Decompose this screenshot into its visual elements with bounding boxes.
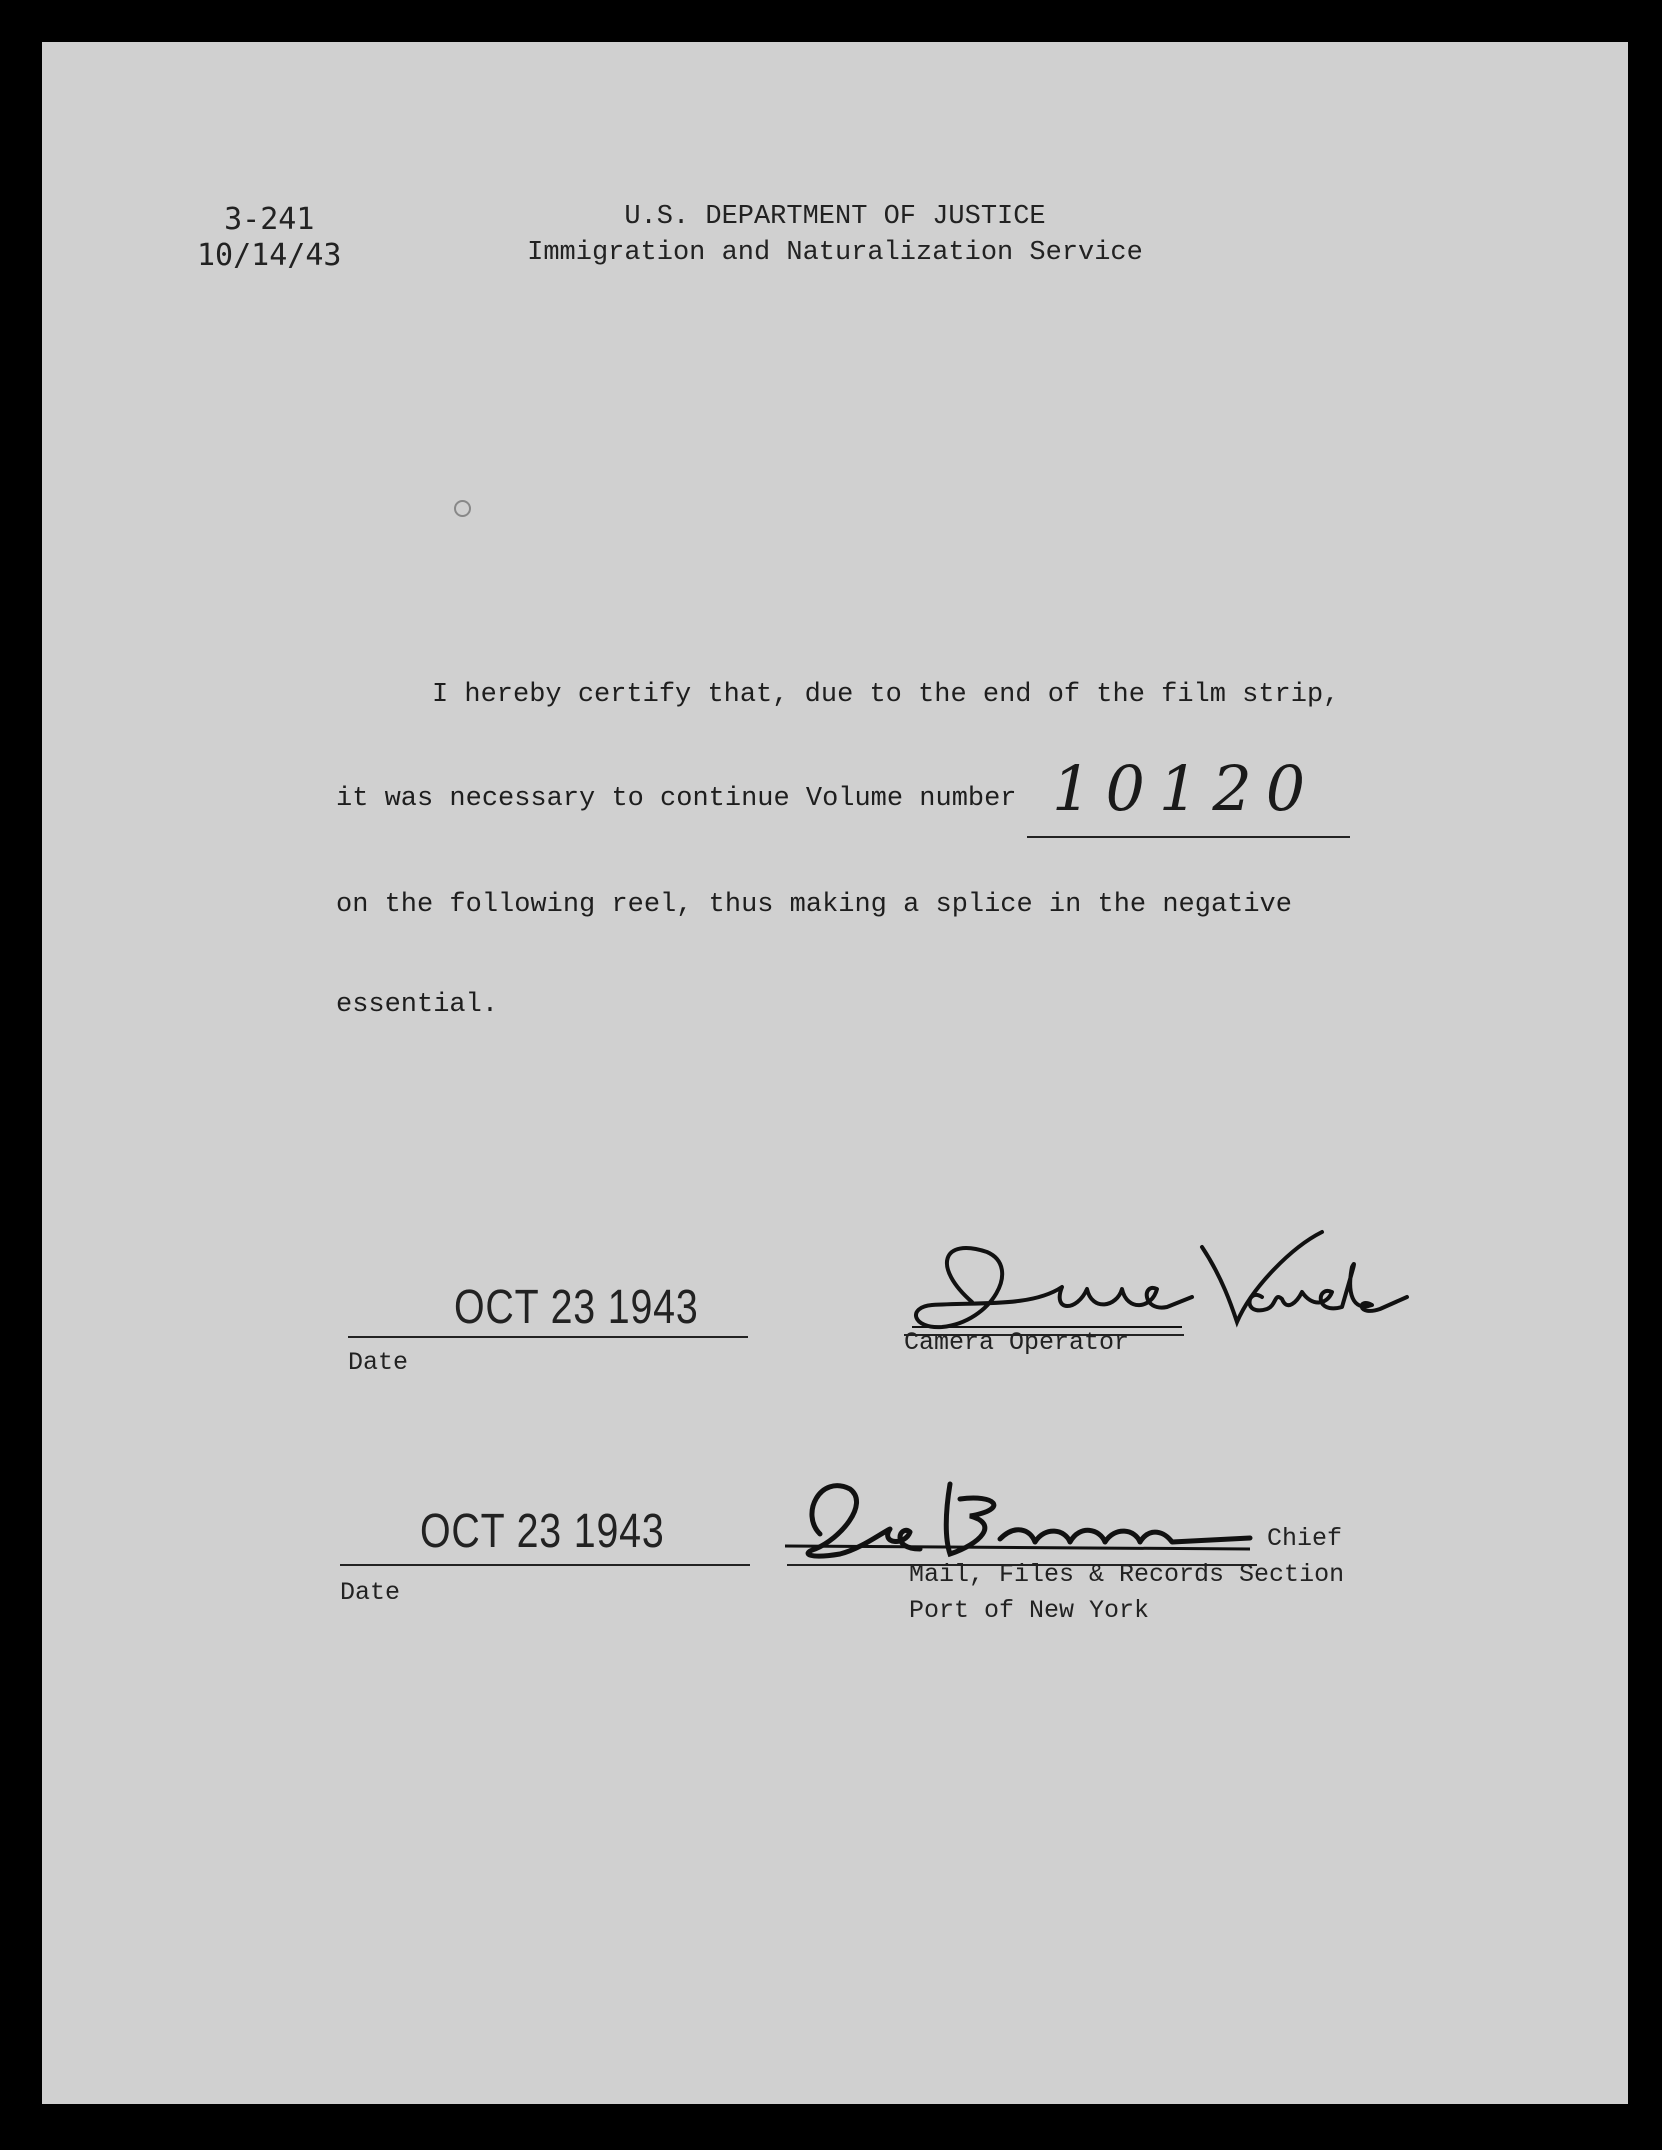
chief-signature [780, 1454, 1260, 1574]
operator-date-line [348, 1336, 748, 1338]
chief-date-stamp: OCT 23 1943 [420, 1505, 665, 1558]
chief-title-label: Chief [1267, 1524, 1343, 1553]
service-heading: Immigration and Naturalization Service [527, 238, 1143, 268]
camera-operator-label: Camera Operator [904, 1328, 1130, 1357]
chief-section-label: Mail, Files & Records Section [909, 1560, 1345, 1589]
volume-number-underline [1027, 836, 1350, 838]
certification-line-1: I hereby certify that, due to the end of the film strip, [432, 680, 1340, 710]
certification-line-2: it was necessary to continue Volume number [336, 784, 1017, 814]
form-number-date: 10/14/43 [197, 238, 342, 273]
certification-line-4: essential. [336, 990, 499, 1020]
punch-hole-mark [454, 500, 471, 517]
chief-date-label: Date [340, 1578, 401, 1607]
certification-line-3: on the following reel, thus making a splice in the negative [336, 890, 1292, 920]
operator-date-stamp: OCT 23 1943 [454, 1281, 699, 1334]
department-heading: U.S. DEPARTMENT OF JUSTICE [624, 202, 1046, 232]
operator-date-label: Date [348, 1348, 409, 1377]
chief-location-label: Port of New York [909, 1596, 1150, 1625]
form-number-line1: 3-241 [224, 202, 315, 237]
document-page [42, 42, 1628, 2104]
chief-date-line [340, 1564, 750, 1566]
volume-number-handwritten: 10120 [1052, 752, 1320, 825]
